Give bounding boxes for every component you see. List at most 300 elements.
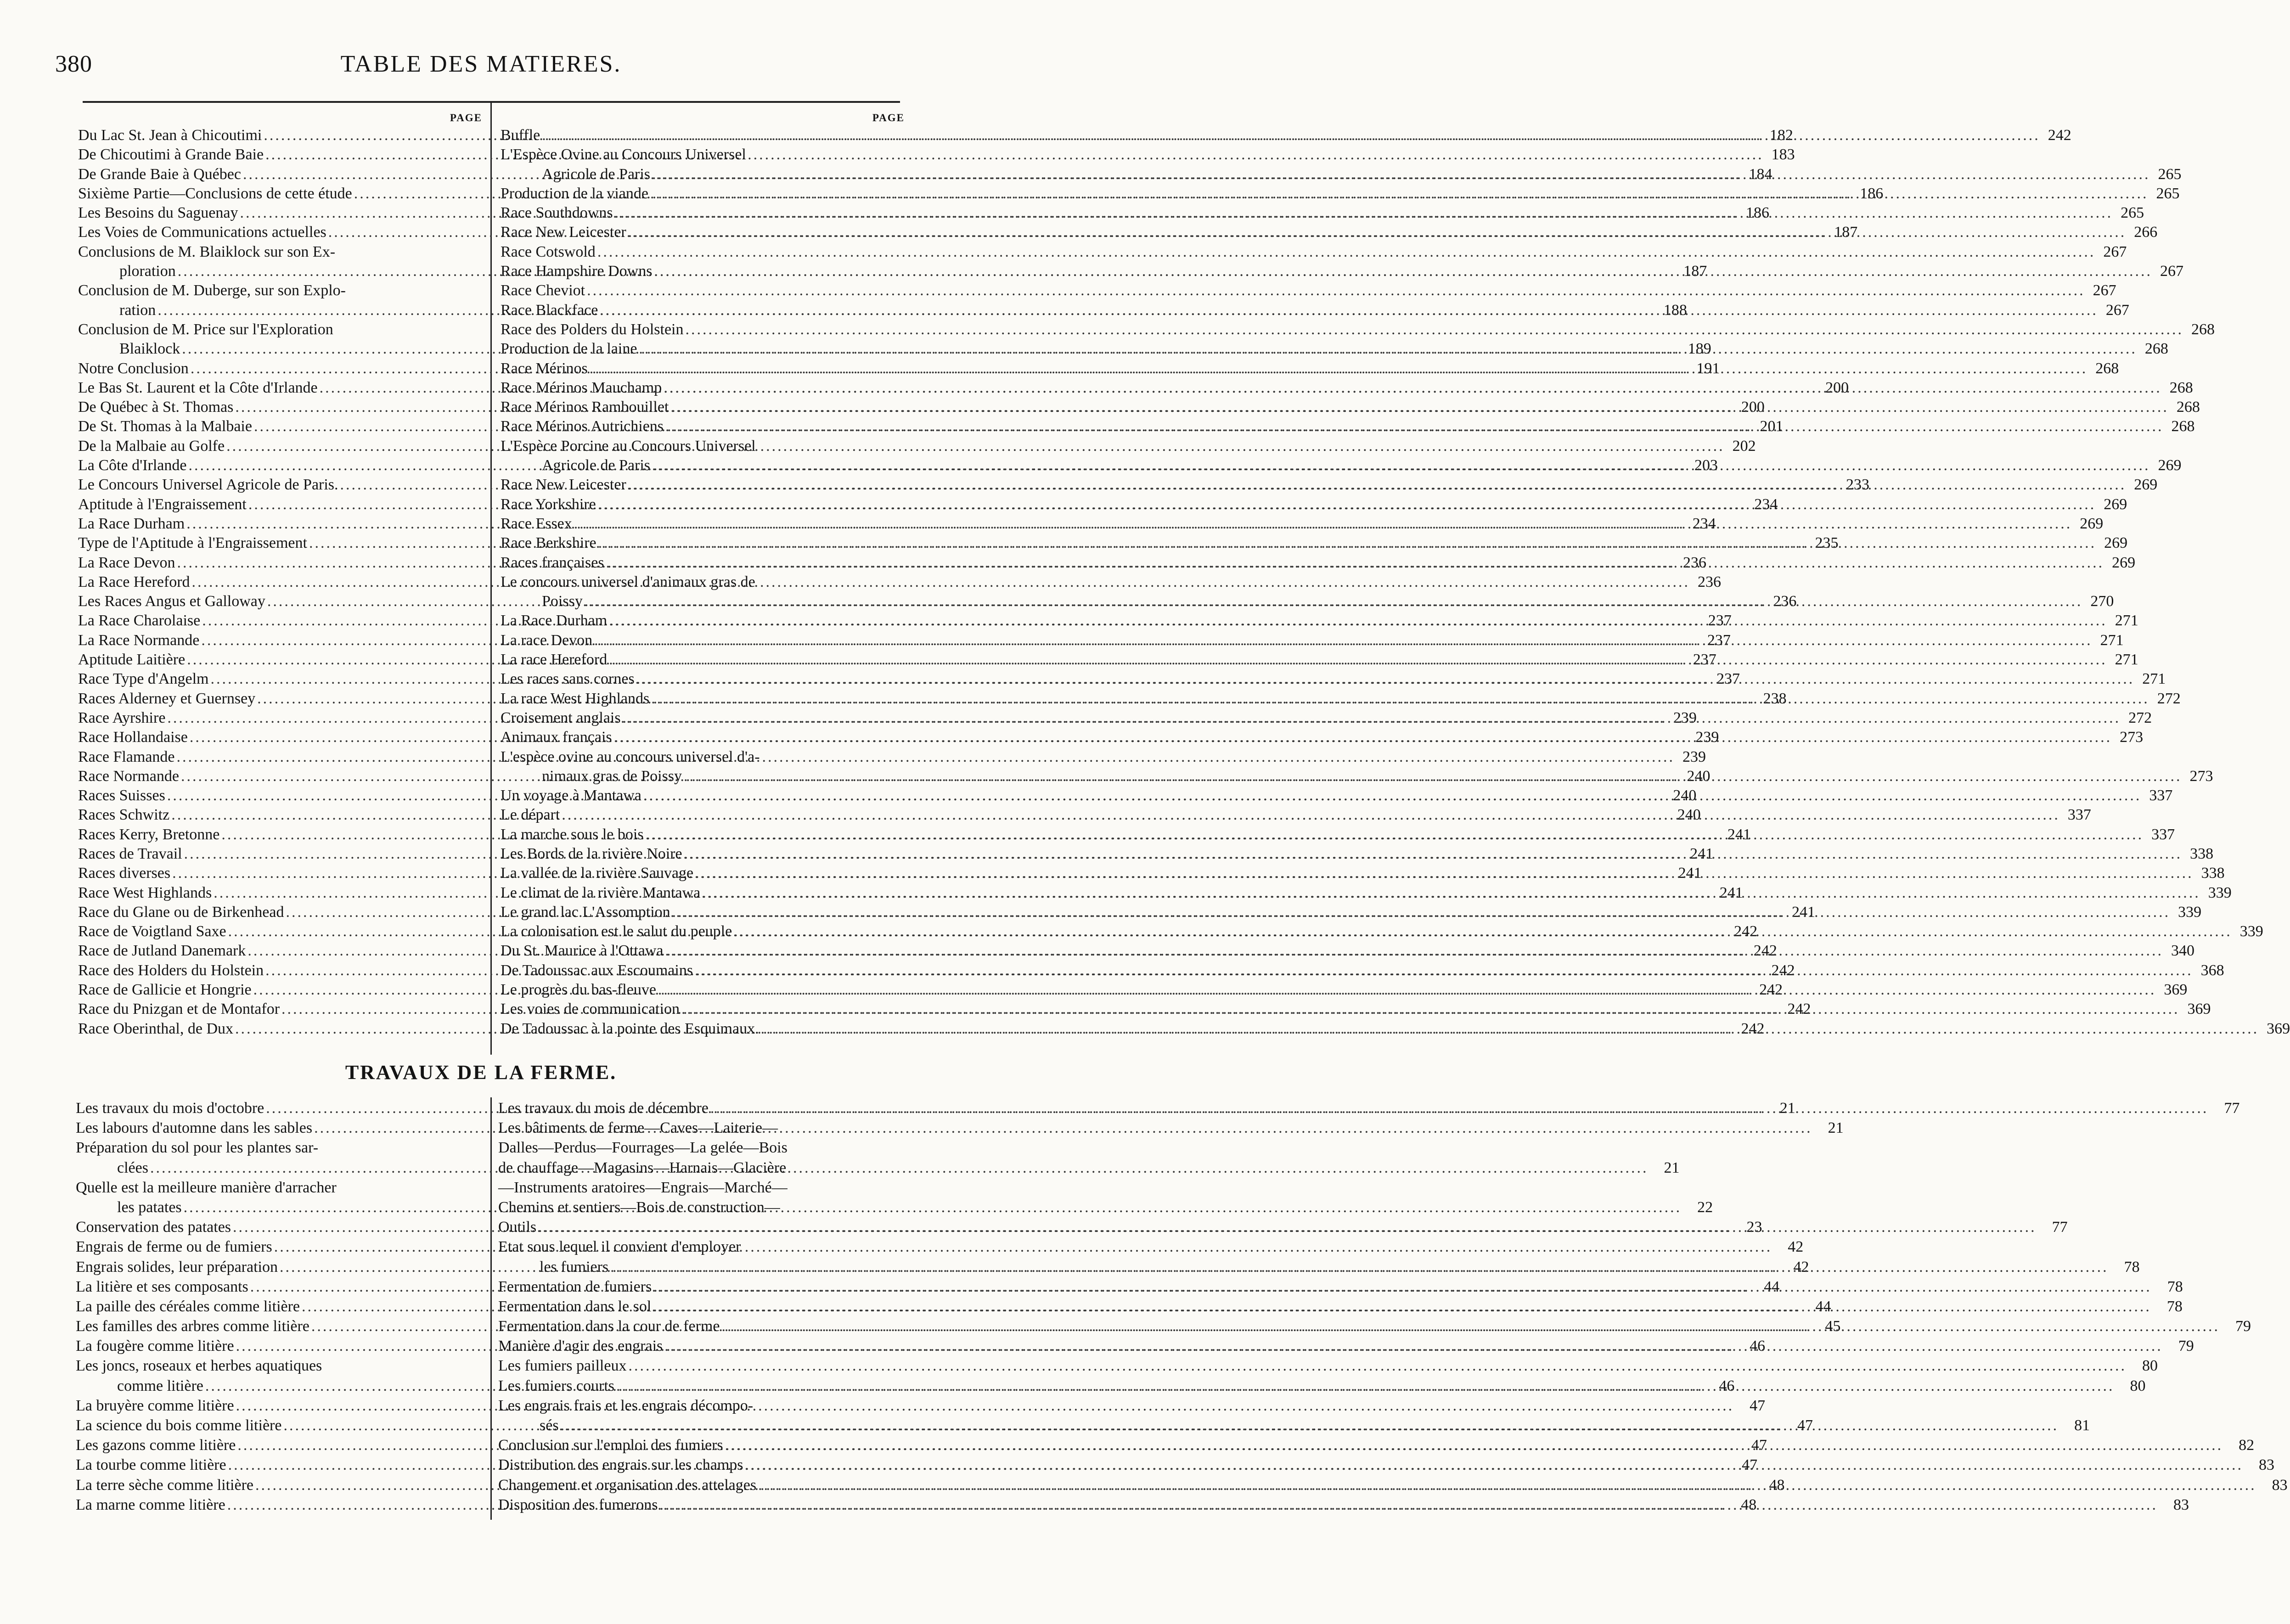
entry-page-number: 189 — [1688, 340, 1711, 358]
entry-title: Agricole de Paris — [542, 457, 651, 474]
toc-entry — [498, 1396, 902, 1416]
entry-page-number: 188 — [1663, 301, 1687, 319]
leader-dots — [177, 747, 1675, 767]
entry-title: Le Concours Universel Agricole de Paris. — [78, 476, 338, 494]
entry-title: Race Cheviot — [501, 282, 585, 299]
leader-dots — [600, 301, 2098, 320]
entry-title: Distribution des engrais sur les champs — [498, 1456, 743, 1474]
entry-title: Le climat de la rivière Mantawa — [501, 884, 701, 901]
entry-title: Races Schwitz — [78, 806, 170, 824]
entry-page-number: 338 — [2190, 845, 2214, 862]
entry-page-number: 369 — [2267, 1020, 2290, 1037]
entry-page-number: 369 — [2187, 1000, 2211, 1018]
leader-dots — [598, 495, 2096, 514]
entry-page-number: 266 — [2134, 224, 2158, 241]
entry-title: Race New Leicester — [501, 224, 626, 241]
entry-title: Outils — [498, 1219, 537, 1236]
entry-page-number: 235 — [1815, 534, 1839, 552]
entry-title: La paille des céréales comme litière — [76, 1298, 300, 1315]
entry-title: Chemins et sentiers—Bois de construction— — [498, 1198, 780, 1216]
entry-page-number: 267 — [2093, 282, 2116, 299]
leader-dots — [761, 1019, 2259, 1039]
toc-entry — [76, 1138, 480, 1158]
leader-dots — [562, 805, 2060, 825]
entry-title: Fermentation dans le sol — [498, 1298, 652, 1315]
entry-title: Race Yorkshire — [501, 495, 596, 513]
entry-page-number: 239 — [1673, 709, 1697, 726]
leader-dots — [664, 1336, 2163, 1356]
entry-page-number: 48 — [1741, 1496, 1757, 1513]
entry-page-number: 241 — [1719, 884, 1743, 901]
entry-page-number: 21 — [1664, 1159, 1680, 1176]
entry-title: Buffle — [501, 127, 540, 144]
leader-dots — [652, 456, 2150, 475]
entry-title: Le progrès du bas-fleuve — [501, 981, 656, 999]
entry-title: Race de Gallicie et Hongrie — [78, 981, 252, 999]
entry-title: Race du Glane ou de Birkenhead — [78, 903, 284, 921]
entry-title: Les travaux du mois d'octobre — [76, 1100, 264, 1117]
toc-entry — [498, 1197, 902, 1217]
entry-title: De Tadoussac aux Escoumains — [501, 961, 693, 979]
entry-title: Changement et organisation des attelages — [498, 1476, 757, 1494]
entry-page-number: 242 — [1771, 961, 1795, 979]
entry-page-number: 268 — [2169, 379, 2193, 396]
entry-page-number: 268 — [2171, 418, 2195, 435]
entry-title: Races Alderney et Guernsey — [78, 690, 256, 707]
entry-page-number: 240 — [1687, 767, 1710, 785]
entry-title: La Race Devon — [78, 554, 175, 571]
entry-page-number: 242 — [1787, 1000, 1811, 1018]
entry-page-number: 21 — [1779, 1100, 1795, 1117]
entry-title: La fougère comme litière — [76, 1337, 234, 1355]
entry-page-number: 81 — [2074, 1417, 2090, 1434]
entry-page-number: 237 — [1693, 651, 1716, 669]
entry-page-number: 236 — [1773, 593, 1797, 610]
entry-page-number: 339 — [2208, 884, 2232, 901]
entry-title: Animaux français — [501, 729, 612, 746]
entry-title: Race Southdowns — [501, 204, 613, 222]
entry-page-number: 182 — [1769, 127, 1793, 144]
entry-page-number: 271 — [2115, 612, 2138, 629]
entry-title: Fermentation de fumiers — [498, 1278, 652, 1295]
entry-page-number: 42 — [1788, 1238, 1804, 1256]
entry-page-number: 272 — [2157, 690, 2181, 707]
toc-entry — [78, 281, 482, 300]
toc-entry — [76, 1356, 480, 1376]
entry-page-number: 237 — [1708, 612, 1732, 629]
entry-page-number: 201 — [1760, 418, 1784, 435]
entry-page-number: 267 — [2103, 243, 2127, 260]
entry-title: Race de Jutland Danemark — [78, 942, 246, 960]
entry-title: Race Blackface — [501, 301, 598, 319]
entry-page-number: 83 — [2272, 1476, 2288, 1494]
toc-entry — [501, 281, 2116, 300]
entry-title: Type de l'Aptitude à l'Engraissement — [78, 534, 307, 552]
entry-title: La race Hereford — [501, 651, 608, 669]
entry-page-number: 267 — [2160, 263, 2183, 280]
entry-page-number: 241 — [1678, 865, 1702, 882]
leader-dots — [628, 1356, 2127, 1376]
entry-title: sés — [540, 1417, 559, 1434]
entry-title: Un voyage à Mantawa — [501, 787, 641, 804]
entry-title: Quelle est la meilleure manière d'arracher — [76, 1179, 337, 1196]
entry-page-number: 265 — [2158, 165, 2182, 183]
entry-title: Les travaux du mois de décembre — [498, 1100, 709, 1117]
entry-page-number: 79 — [2235, 1318, 2251, 1335]
entry-title: Les Races Angus et Galloway — [78, 593, 265, 610]
entry-page-number: 78 — [2124, 1258, 2140, 1276]
entry-title: Conclusion sur l'emploi des fumiers — [498, 1437, 723, 1454]
entry-title: La marne comme litière — [76, 1496, 225, 1513]
entry-title: Notre Conclusion — [78, 360, 189, 377]
entry-title: Les gazons comme litière — [76, 1437, 236, 1454]
leader-dots — [609, 650, 2107, 669]
entry-page-number: 242 — [2048, 127, 2071, 144]
leader-dots — [542, 126, 2040, 145]
entry-title: ration — [119, 301, 156, 319]
entry-title: Races de Travail — [78, 845, 182, 862]
leader-dots — [646, 825, 2144, 844]
leader-dots — [734, 922, 2232, 941]
leader-dots — [686, 320, 2184, 339]
leader-dots — [590, 359, 2088, 378]
entry-page-number: 78 — [2167, 1278, 2183, 1295]
leader-dots — [660, 1495, 2158, 1515]
entry-title: La marche sous le bois — [501, 826, 644, 843]
leader-dots — [665, 417, 2164, 436]
entry-page-number: 47 — [1742, 1456, 1758, 1474]
leader-dots — [561, 1416, 2059, 1435]
leader-dots — [670, 398, 2169, 417]
leader-dots — [695, 961, 2193, 980]
entry-title: Engrais de ferme ou de fumiers — [76, 1238, 272, 1256]
entry-title: La litière et ses composants — [76, 1278, 248, 1295]
toc-entry — [498, 1158, 902, 1178]
entry-title: La Race Durham — [78, 515, 185, 532]
leader-dots — [610, 1257, 2109, 1277]
section-heading: TRAVAUX DE LA FERME. — [345, 1061, 617, 1084]
leader-dots — [614, 728, 2112, 747]
entry-page-number: 271 — [2100, 631, 2124, 649]
entry-page-number: 268 — [2144, 340, 2168, 358]
entry-title: Blaiklock — [119, 340, 180, 358]
entry-title: comme litière — [117, 1377, 203, 1394]
leader-dots — [236, 1396, 1734, 1416]
entry-title: Agricole de Paris — [542, 165, 651, 183]
entry-title: Sixième Partie—Conclusions de cette étude — [78, 185, 352, 202]
leader-dots — [628, 475, 2127, 495]
toc-entry — [501, 747, 905, 767]
entry-page-number: 369 — [2164, 981, 2188, 999]
entry-title: Production de la laine — [501, 340, 637, 358]
leader-dots — [574, 514, 2072, 534]
entry-page-number: 237 — [1707, 631, 1731, 649]
leader-dots — [710, 1098, 2209, 1118]
leader-dots — [650, 184, 2149, 203]
leader-dots — [651, 689, 2149, 708]
entry-page-number: 272 — [2128, 709, 2152, 726]
entry-title: Le départ — [501, 806, 560, 824]
entry-title: Le Bas St. Laurent et la Côte d'Irlande — [78, 379, 318, 396]
entry-page-number: 186 — [1745, 204, 1769, 222]
entry-page-number: 82 — [2239, 1437, 2255, 1454]
entry-title: La Côte d'Irlande — [78, 457, 187, 474]
entry-title: —Instruments aratoires—Engrais—Marché— — [498, 1179, 788, 1196]
entry-page-number: 239 — [1682, 748, 1706, 765]
entry-title: nimaux gras de Poissy — [542, 767, 682, 785]
entry-page-number: 273 — [2189, 767, 2213, 785]
entry-title: Aptitude Laitière — [78, 651, 186, 669]
toc-entry — [501, 242, 2127, 262]
entry-page-number: 240 — [1677, 806, 1701, 824]
entry-title: La Race Normande — [78, 631, 200, 649]
entry-page-number: 269 — [2158, 457, 2182, 474]
entry-title: La Race Durham — [501, 612, 608, 629]
entry-title: Race Hampshire Downs — [501, 263, 653, 280]
page-column-label: PAGE — [450, 112, 482, 124]
toc-entry — [498, 1237, 902, 1257]
leader-dots — [695, 864, 2194, 883]
entry-title: Les fumiers pailleux — [498, 1357, 627, 1375]
entry-page-number: 200 — [1825, 379, 1849, 396]
entry-title: Race Type d'Angelm — [78, 670, 209, 688]
entry-page-number: 77 — [2052, 1219, 2068, 1236]
entry-title: Production de la viande — [501, 185, 648, 202]
leader-dots — [226, 437, 1725, 456]
leader-dots — [681, 1000, 2180, 1019]
entry-title: Le concours universel d'animaux gras de — [501, 573, 755, 590]
entry-page-number: 241 — [1690, 845, 1714, 862]
entry-title: Les Besoins du Saguenay — [78, 204, 238, 222]
entry-title: Les engrais frais et les engrais décompo- — [498, 1397, 754, 1414]
leader-dots — [639, 339, 2137, 359]
entry-page-number: 236 — [1682, 554, 1706, 571]
leader-dots — [725, 1435, 2223, 1455]
leader-dots — [597, 242, 2096, 262]
entry-title: Races Kerry, Bretonne — [78, 826, 220, 843]
entry-title: Conclusion de M. Duberge, sur son Explo- — [78, 282, 346, 299]
entry-page-number: 368 — [2200, 961, 2224, 979]
leader-dots — [606, 553, 2104, 573]
entry-page-number: 269 — [2104, 495, 2127, 513]
page-number: 380 — [55, 51, 92, 77]
entry-page-number: 80 — [2130, 1377, 2146, 1394]
entry-title: Race Mérinos Mauchamp — [501, 379, 662, 396]
entry-title: La science du bois comme litière — [76, 1417, 282, 1434]
entry-page-number: 269 — [2080, 515, 2104, 532]
entry-title: De la Malbaie au Golfe — [78, 437, 225, 455]
leader-dots — [745, 1455, 2244, 1475]
entry-page-number: 47 — [1751, 1437, 1767, 1454]
leader-dots — [702, 883, 2200, 903]
entry-title: La race West Highlands — [501, 690, 650, 707]
entry-title: La Race Hereford — [78, 573, 190, 590]
entry-page-number: 269 — [2104, 534, 2128, 552]
entry-title: Conclusions de M. Blaiklock sur son Ex- — [78, 243, 336, 260]
entry-title: La race Devon — [501, 631, 593, 649]
entry-title: Du Lac St. Jean à Chicoutimi — [78, 127, 262, 144]
entry-title: Races Suisses — [78, 787, 165, 804]
toc-entry — [498, 1178, 902, 1197]
leader-dots — [616, 1376, 2115, 1396]
leader-dots — [684, 844, 2183, 864]
entry-page-number: 241 — [1791, 903, 1815, 921]
leader-dots — [658, 980, 2156, 1000]
entry-title: Les Bords de la rivière Noire — [501, 845, 682, 862]
entry-page-number: 80 — [2142, 1357, 2158, 1375]
entry-title: Les voies de communication — [501, 1000, 680, 1018]
entry-title: Race Berkshire — [501, 534, 596, 552]
entry-title: Race Ayrshire — [78, 709, 166, 726]
entry-page-number: 242 — [1753, 942, 1777, 960]
entry-page-number: 23 — [1746, 1219, 1762, 1236]
entry-title: Les labours d'automne dans les sables — [76, 1119, 313, 1137]
entry-page-number: 241 — [1727, 826, 1751, 843]
entry-page-number: 200 — [1741, 399, 1765, 416]
entry-page-number: 337 — [2067, 806, 2091, 824]
leader-dots — [598, 534, 2097, 553]
entry-page-number: 233 — [1846, 476, 1870, 494]
entry-title: La Race Charolaise — [78, 612, 201, 629]
leader-dots — [585, 592, 2083, 611]
entry-title: Race Mérinos Autrichiens — [501, 418, 664, 435]
leader-dots — [684, 767, 2182, 786]
entry-page-number: 48 — [1769, 1476, 1785, 1494]
entry-title: Les familles des arbres comme litière — [76, 1318, 309, 1335]
entry-title: Poissy — [542, 593, 583, 610]
entry-page-number: 270 — [2090, 593, 2114, 610]
toc-entry — [498, 1138, 902, 1158]
entry-page-number: 203 — [1694, 457, 1718, 474]
leader-dots — [636, 669, 2135, 689]
entry-page-number: 268 — [2191, 320, 2215, 338]
entry-page-number: 234 — [1754, 495, 1778, 513]
entry-title: Race Cotswold — [501, 243, 596, 260]
entry-page-number: 21 — [1828, 1119, 1844, 1137]
entry-title: Préparation du sol pour les plantes sar- — [76, 1139, 319, 1157]
toc-entry — [76, 1178, 480, 1197]
entry-title: Les bâtiments de ferme—Caves—Laiterie— — [498, 1119, 778, 1137]
entry-title: Les fumiers courts — [498, 1377, 615, 1394]
entry-title: De Chicoutimi à Grande Baie — [78, 146, 264, 163]
entry-title: La tourbe comme litière — [76, 1456, 226, 1474]
entry-page-number: 44 — [1764, 1278, 1780, 1295]
entry-title: Race Mérinos — [501, 360, 588, 377]
entry-title: Disposition des fumerons — [498, 1496, 658, 1513]
entry-title: Race des Holders du Holstein — [78, 961, 264, 979]
entry-title: Engrais solides, leur préparation — [76, 1258, 278, 1276]
leader-dots — [609, 611, 2107, 630]
entry-page-number: 237 — [1716, 670, 1740, 688]
entry-title: Race Normande — [78, 767, 179, 785]
leader-dots — [652, 165, 2150, 184]
leader-dots — [628, 223, 2127, 242]
entry-title: Race Flamande — [78, 748, 175, 765]
entry-page-number: 78 — [2166, 1298, 2183, 1315]
entry-title: Race de Voigtland Saxe — [78, 923, 226, 940]
entry-title: Races diverses — [78, 865, 171, 882]
toc-entry — [501, 145, 905, 164]
entry-page-number: 47 — [1750, 1397, 1766, 1414]
entry-title: Conclusion de M. Price sur l'Exploration — [78, 320, 333, 338]
entry-page-number: 338 — [2201, 865, 2225, 882]
entry-page-number: 242 — [1759, 981, 1783, 999]
entry-page-number: 340 — [2171, 942, 2195, 960]
entry-title: Etat sous lequel il convient d'employer — [498, 1238, 741, 1256]
entry-page-number: 184 — [1749, 165, 1772, 183]
entry-title: les patates — [117, 1198, 182, 1216]
entry-page-number: 238 — [1763, 690, 1787, 707]
entry-title: ploration — [119, 263, 176, 280]
entry-title: L'Espèce Porcine au Concours Universel — [501, 437, 756, 455]
entry-title: Race Oberinthal, de Dux — [78, 1020, 233, 1037]
entry-page-number: 83 — [2259, 1456, 2275, 1474]
entry-page-number: 79 — [2178, 1337, 2194, 1355]
entry-title: Fermentation dans la cour de ferme — [498, 1318, 720, 1335]
toc-entry — [498, 1356, 2158, 1376]
entry-page-number: 42 — [1793, 1258, 1809, 1276]
entry-page-number: 239 — [1695, 729, 1719, 746]
entry-page-number: 339 — [2239, 923, 2263, 940]
running-title: TABLE DES MATIERES. — [340, 51, 622, 77]
entry-page-number: 265 — [2121, 204, 2144, 222]
entry-page-number: 44 — [1815, 1298, 1831, 1315]
entry-title: Race West Highlands — [78, 884, 212, 901]
leader-dots — [184, 1197, 1682, 1217]
entry-page-number: 242 — [1741, 1020, 1765, 1037]
toc-entry — [78, 320, 482, 339]
entry-page-number: 267 — [2105, 301, 2129, 319]
entry-title: Race New Leicester — [501, 476, 626, 494]
entry-page-number: 268 — [2176, 399, 2200, 416]
entry-page-number: 202 — [1732, 437, 1756, 455]
entry-title: La colonisation est le salut du peuple — [501, 923, 732, 940]
entry-title: Aptitude à l'Engraissement — [78, 495, 247, 513]
leader-dots — [587, 281, 2085, 300]
entry-page-number: 271 — [2142, 670, 2166, 688]
entry-page-number: 337 — [2149, 787, 2173, 804]
entry-page-number: 47 — [1797, 1417, 1813, 1434]
entry-title: Les joncs, roseaux et herbes aquatiques — [76, 1357, 322, 1375]
entry-title: Races françaises — [501, 554, 604, 571]
entry-title: Les Voies de Communications actuelles — [78, 224, 326, 241]
leader-dots — [654, 262, 2152, 281]
leader-dots — [643, 786, 2142, 805]
entry-title: De Tadoussac à la pointe des Esquimaux. — [501, 1020, 759, 1037]
entry-title: Le grand lac L'Assomption — [501, 903, 670, 921]
entry-page-number: 268 — [2095, 360, 2119, 377]
entry-page-number: 83 — [2173, 1496, 2189, 1513]
toc-entry — [498, 1118, 902, 1138]
entry-page-number: 234 — [1692, 515, 1716, 532]
entry-title: Manière d'agir des engrais — [498, 1337, 663, 1355]
entry-title: Race des Polders du Holstein — [501, 320, 684, 338]
entry-title: La terre sèche comme litière — [76, 1476, 253, 1494]
entry-title: Conservation des patates — [76, 1219, 231, 1236]
toc-entry — [78, 242, 482, 262]
entry-page-number: 187 — [1683, 263, 1707, 280]
leader-dots — [758, 1475, 2256, 1495]
entry-title: clées — [117, 1159, 148, 1176]
entry-title: Croisement anglais — [501, 709, 621, 726]
entry-page-number: 265 — [2156, 185, 2180, 202]
toc-entry — [501, 320, 2215, 339]
entry-page-number: 269 — [2112, 554, 2136, 571]
entry-title: De St. Thomas à la Malbaie — [78, 418, 252, 435]
entry-title: De Québec à St. Thomas — [78, 399, 234, 416]
leader-dots — [623, 708, 2121, 728]
leader-dots — [672, 903, 2171, 922]
